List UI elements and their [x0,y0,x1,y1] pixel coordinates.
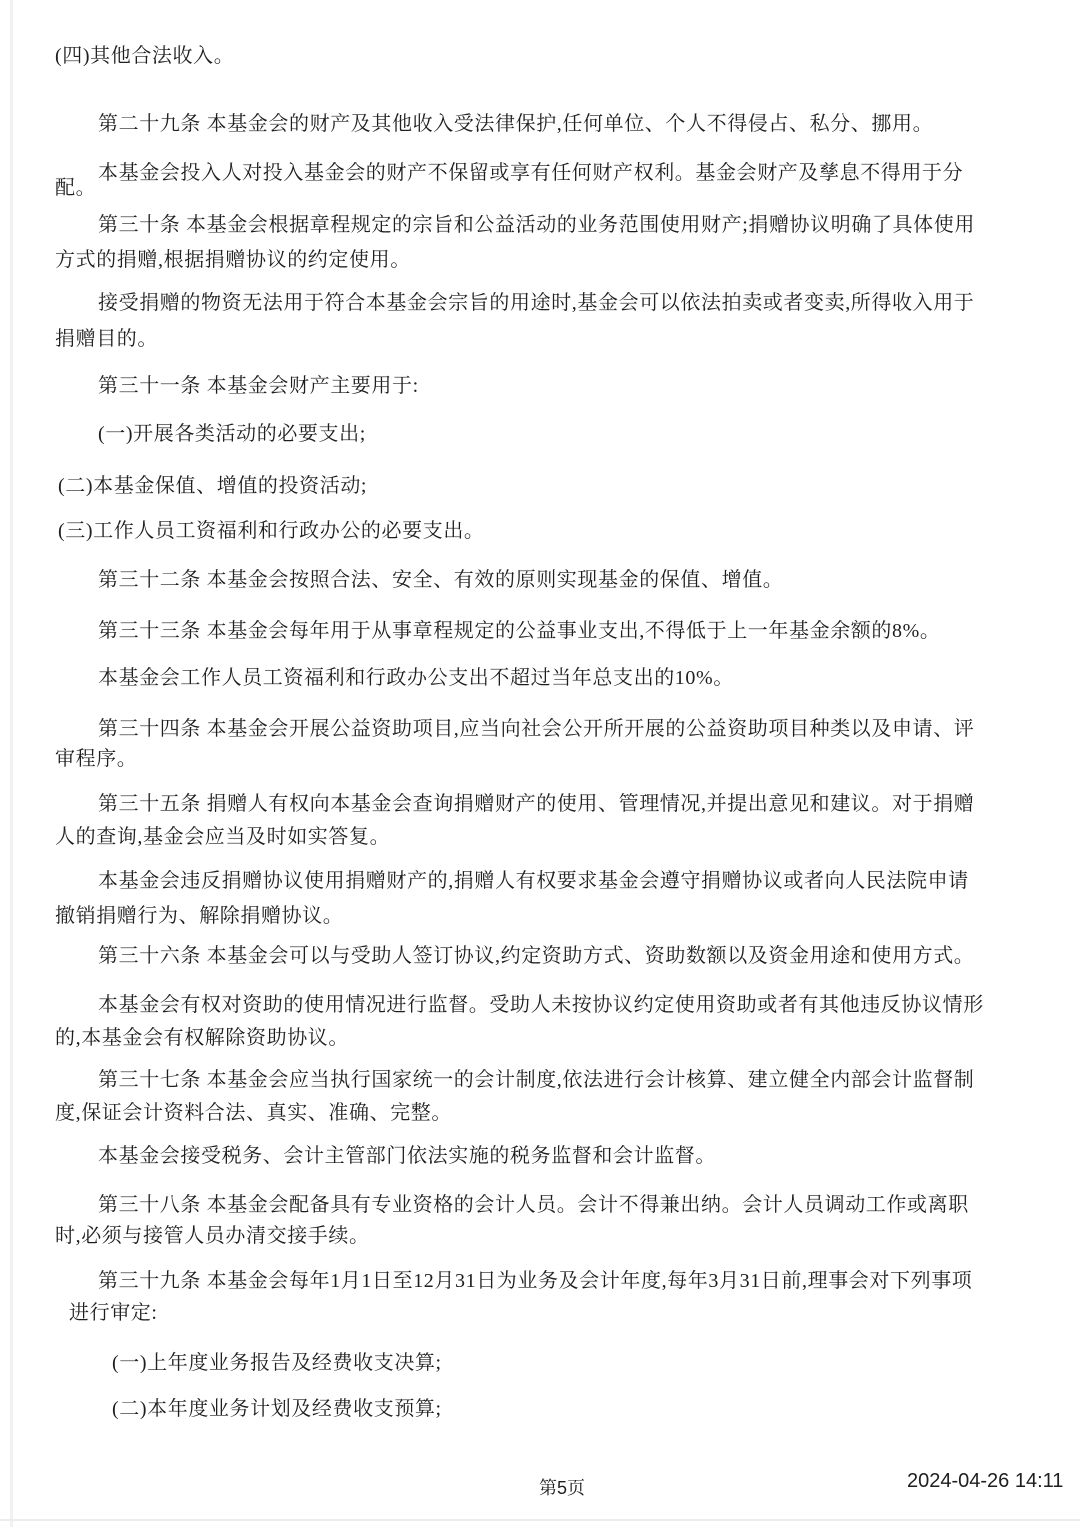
print-timestamp: 2024-04-26 14:11 [907,1470,1064,1492]
text-line: (三)工作人员工资福利和行政办公的必要支出。 [58,520,485,542]
text-line: 捐赠目的。 [55,328,158,350]
text-line: 第三十一条 本基金会财产主要用于: [98,375,419,397]
text-line: 本基金会工作人员工资福利和行政办公支出不超过当年总支出的10%。 [98,667,734,689]
text-line: 第三十八条 本基金会配备具有专业资格的会计人员。会计不得兼出纳。会计人员调动工作或离职 [98,1194,969,1216]
text-line: 撤销捐赠行为、解除捐赠协议。 [55,905,344,927]
text-line: 本基金会接受税务、会计主管部门依法实施的税务监督和会计监督。 [98,1145,716,1167]
text-line: 配。 [55,177,97,199]
text-line: 接受捐赠的物资无法用于符合本基金会宗旨的用途时,基金会可以依法拍卖或者变卖,所得收入用于 [98,292,975,314]
text-line: 第三十九条 本基金会每年1月1日至12月31日为业务及会计年度,每年3月31日前,理事会对下列事项 [98,1270,973,1292]
text-line: 第三十四条 本基金会开展公益资助项目,应当向社会公开所开展的公益资助项目种类以及申请、评 [98,718,975,740]
text-line: 审程序。 [55,748,138,770]
text-line: 第三十三条 本基金会每年用于从事章程规定的公益事业支出,不得低于上一年基金余额的8%。 [98,620,941,642]
text-line: 第三十二条 本基金会按照合法、安全、有效的原则实现基金的保值、增值。 [98,569,784,591]
text-line: 第三十五条 捐赠人有权向本基金会查询捐赠财产的使用、管理情况,并提出意见和建议。对于捐赠 [98,793,975,815]
text-line: 第二十九条 本基金会的财产及其他收入受法律保护,任何单位、个人不得侵占、私分、挪用。 [98,113,934,135]
text-line: 进行审定: [69,1302,158,1324]
text-line: 方式的捐赠,根据捐赠协议的约定使用。 [55,249,411,271]
scan-edge-shadow [10,0,13,1527]
text-line: (二)本年度业务计划及经费收支预算; [112,1398,442,1420]
text-line: 本基金会投入人对投入基金会的财产不保留或享有任何财产权利。基金会财产及孳息不得用于分 [98,162,964,184]
text-line: 本基金会违反捐赠协议使用捐赠财产的,捐赠人有权要求基金会遵守捐赠协议或者向人民法院申请 [98,870,969,892]
text-line: (四)其他合法收入。 [55,45,235,67]
text-line: (一)开展各类活动的必要支出; [98,423,366,445]
text-line: 本基金会有权对资助的使用情况进行监督。受助人未按协议约定使用资助或者有其他违反协议情形 [98,994,984,1016]
text-line: 第三十条 本基金会根据章程规定的宗旨和公益活动的业务范围使用财产;捐赠协议明确了具体使用 [98,214,975,236]
text-line: 第三十七条 本基金会应当执行国家统一的会计制度,依法进行会计核算、建立健全内部会计监督制 [98,1069,975,1091]
text-line: 度,保证会计资料合法、真实、准确、完整。 [55,1102,452,1124]
text-line: (一)上年度业务报告及经费收支决算; [112,1352,442,1374]
text-line: (二)本基金保值、增值的投资活动; [58,475,368,497]
page-number: 第5页 [539,1478,586,1498]
text-line: 时,必须与接管人员办清交接手续。 [55,1225,370,1247]
text-line: 人的查询,基金会应当及时如实答复。 [55,826,391,848]
page-bottom-divider [0,1519,1080,1521]
text-line: 的,本基金会有权解除资助协议。 [55,1027,349,1049]
text-line: 第三十六条 本基金会可以与受助人签订协议,约定资助方式、资助数额以及资金用途和使用方式。 [98,945,975,967]
